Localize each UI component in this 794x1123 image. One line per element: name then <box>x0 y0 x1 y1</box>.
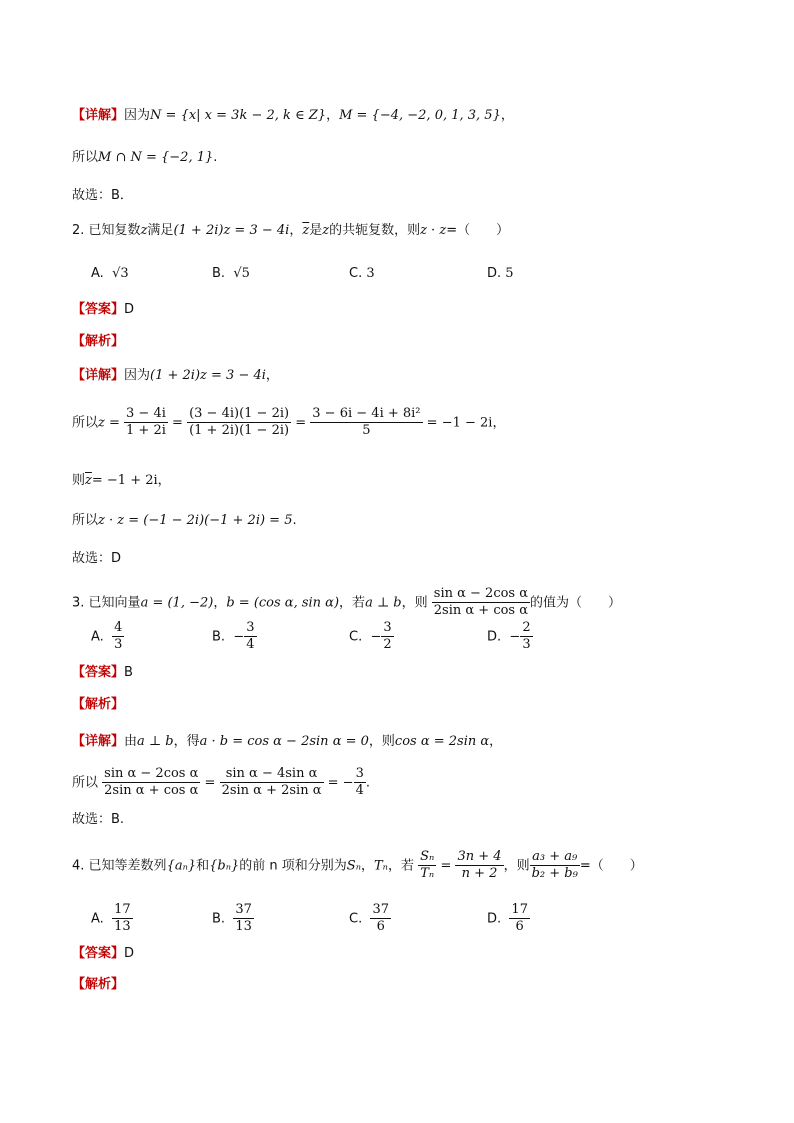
denominator: n + 2 <box>461 866 498 882</box>
denominator: 3 <box>522 637 531 653</box>
q4-sn: Sₙ <box>346 858 361 874</box>
denominator: 2sin α + cos α <box>104 783 199 799</box>
q3-option-b <box>212 620 257 654</box>
q4-frac-3 <box>530 849 580 883</box>
q1-choice: 故选：B． <box>72 188 133 203</box>
q2-analysis <box>72 335 124 348</box>
q4-stem <box>72 849 643 883</box>
q1-so: 所以 <box>72 150 99 165</box>
q3-option-c <box>349 620 394 654</box>
detail-tag: 【详解】 <box>72 368 125 383</box>
numerator: Sₙ <box>418 849 436 866</box>
q3-s1-end: ， <box>489 734 503 749</box>
answer-tag: 【答案】 <box>72 665 125 680</box>
q3-choice: 故选：B. <box>72 812 125 827</box>
option-label: C. <box>349 911 363 927</box>
option-label: A. <box>91 911 104 927</box>
numerator: (3 − 4i)(1 − 2i) <box>187 406 291 423</box>
option-label: C. <box>349 266 363 281</box>
option-fraction <box>381 620 393 654</box>
q4-option-c <box>349 902 391 936</box>
numerator: sin α − 4sin α <box>220 766 324 783</box>
denominator: 3 <box>114 637 123 653</box>
q4-option-a <box>91 902 133 936</box>
q2-s4-text: 所以 <box>72 513 99 528</box>
q3-s2-text: 所以 <box>72 775 99 791</box>
q2-number: 2. <box>72 223 85 238</box>
q2-detail-line1 <box>72 369 279 382</box>
option-value: 3 <box>366 266 375 281</box>
option-label: A. <box>91 266 104 281</box>
option-label: D. <box>487 266 502 281</box>
denominator: 2sin α + 2sin α <box>221 783 322 799</box>
q2-s2-lhs: z = <box>98 415 120 431</box>
detail-tag: 【详解】 <box>72 734 125 749</box>
analysis-tag: 【解析】 <box>72 334 125 349</box>
q3-s2-frac-3 <box>354 766 366 800</box>
q3-s1-result: cos α = 2sin α <box>394 734 490 749</box>
q2-stem-e: 的共轭复数，则 <box>329 223 421 238</box>
q3-s2-end: . <box>365 775 370 791</box>
q1-dot: . <box>213 150 218 165</box>
numerator: 17 <box>509 902 530 919</box>
denominator: 4 <box>355 783 364 799</box>
numerator: 37 <box>370 902 391 919</box>
q2-detail-line3 <box>72 474 171 487</box>
option-sign: − <box>370 629 382 645</box>
denominator: b₂ + b₉ <box>531 866 578 882</box>
denominator: 6 <box>376 919 385 935</box>
q4-option-b <box>212 902 254 936</box>
q3-stem-c: ，若 <box>339 595 366 611</box>
q2-frac-2 <box>187 406 291 440</box>
analysis-tag: 【解析】 <box>72 977 125 992</box>
q3-s1-b: ，得 <box>173 734 200 749</box>
option-fraction <box>509 902 530 936</box>
option-value: √3 <box>112 266 129 281</box>
numerator: 4 <box>112 620 124 637</box>
option-label: B. <box>212 266 226 281</box>
denominator: (1 + 2i)(1 − 2i) <box>189 423 290 439</box>
q2-equation: (1 + 2i)z = 3 − 4i <box>173 223 290 238</box>
q4-answer <box>72 947 134 960</box>
q4-stem-g: =（ ） <box>579 858 643 874</box>
option-label: B. <box>212 911 226 927</box>
numerator: a₃ + a₉ <box>530 849 580 866</box>
q2-zbar: $\overline{z}$ <box>302 223 310 238</box>
q2-s2-rhs: = −1 − 2i <box>426 415 493 431</box>
denominator: Tₙ <box>420 866 435 882</box>
q2-stem-f: =（ ） <box>446 223 510 238</box>
q2-choice: 故选：D <box>72 551 122 566</box>
q4-stem-e: ，若 <box>387 858 414 874</box>
numerator: sin α − 2cos α <box>432 586 530 603</box>
q4-stem-b: 和 <box>196 858 210 874</box>
numerator: 3 − 6i − 4i + 8i² <box>310 406 422 423</box>
q2-detail-line2: 所以z = $\frac{3 - 4i}{1 + 2i}$ = $\frac{(3 - 4i)(1 - 2i)}{(1 + 2i)(1 - 2i)}$ = $\frac{\text{3 − 6i − 4i + 8i²}}{5}$ = −1 − 2i， <box>72 406 506 439</box>
q3-number: 3. <box>72 595 85 611</box>
q2-option-c <box>349 266 375 281</box>
numerator: 3 <box>354 766 366 783</box>
q3-stem-d: ，则 <box>401 595 428 611</box>
q3-s2-sign: = − <box>327 775 354 791</box>
q3-answer-value: B <box>124 665 133 680</box>
q4-seq-b: {bₙ} <box>209 858 240 874</box>
option-fraction <box>112 902 133 936</box>
q3-s2-frac-1 <box>102 766 200 800</box>
q3-s1-a: 由 <box>124 734 138 749</box>
q2-s2-end: ， <box>492 415 506 431</box>
q2-answer-value: D <box>124 302 135 317</box>
q1-detail-line <box>72 109 514 122</box>
q3-vector-a: a = (1, −2) <box>140 595 214 611</box>
q3-option-d <box>487 620 533 654</box>
q4-eq: = <box>440 858 452 874</box>
numerator: 3 − 4i <box>124 406 168 423</box>
option-label: D. <box>487 911 502 927</box>
q3-perp: a ⊥ b <box>365 595 402 611</box>
q4-stem-a: 已知等差数列 <box>88 858 167 874</box>
denominator: 1 + 2i <box>126 423 166 439</box>
q2-stem-d: 是 <box>309 223 323 238</box>
q3-option-a <box>91 620 124 654</box>
q2-s4-math: z · z = (−1 − 2i)(−1 + 2i) = 5 <box>98 513 293 528</box>
q4-tn: Tₙ <box>374 858 388 874</box>
q2-stem-c: ， <box>289 223 303 238</box>
numerator: 3n + 4 <box>455 849 503 866</box>
q2-z-2: z <box>322 223 330 238</box>
numerator: 3 <box>381 620 393 637</box>
q4-stem-d: ， <box>360 858 374 874</box>
q2-option-b <box>212 266 250 281</box>
q2-s1-math: (1 + 2i)z = 3 − 4i <box>150 368 266 383</box>
q2-stem <box>72 224 509 237</box>
numerator: 37 <box>233 902 254 919</box>
q2-option-d <box>487 266 514 281</box>
q3-s1-perp: a ⊥ b <box>137 734 174 749</box>
q3-stem-e: 的值为（ ） <box>530 595 622 611</box>
numerator: sin α − 2cos α <box>102 766 200 783</box>
q1-intersection: M ∩ N = {−2, 1} <box>98 150 214 165</box>
q1-set-n: N = {x| x = 3k − 2, k ∈ Z} <box>150 108 327 123</box>
q2-answer <box>72 303 134 316</box>
option-label: A. <box>91 629 104 645</box>
numerator: 17 <box>112 902 133 919</box>
option-value: 5 <box>505 266 514 281</box>
q4-stem-f: ，则 <box>503 858 530 874</box>
q3-stem-b: ， <box>213 595 227 611</box>
option-label: C. <box>349 629 363 645</box>
detail-tag: 【详解】 <box>72 108 125 123</box>
answer-tag: 【答案】 <box>72 946 125 961</box>
q3-s1-dot: a · b = cos α − 2sin α = 0 <box>199 734 369 749</box>
q3-stem <box>72 586 621 620</box>
q2-s3-math: = −1 + 2i <box>91 473 158 488</box>
q3-s2-frac-2 <box>220 766 324 800</box>
q4-seq-a: {aₙ} <box>166 858 197 874</box>
option-label: D. <box>487 629 502 645</box>
q1-end: ， <box>500 108 514 123</box>
denominator: 2 <box>383 637 392 653</box>
numerator: 3 <box>244 620 256 637</box>
denominator: 4 <box>246 637 255 653</box>
q2-s1-end: ， <box>265 368 279 383</box>
q4-answer-value: D <box>124 946 135 961</box>
option-fraction <box>244 620 256 654</box>
q2-frac-3 <box>310 406 422 440</box>
numerator: 2 <box>520 620 532 637</box>
q2-frac-1 <box>124 406 168 440</box>
q3-s1-c: ，则 <box>368 734 395 749</box>
denominator: 6 <box>515 919 524 935</box>
q4-frac-2 <box>455 849 503 883</box>
analysis-tag: 【解析】 <box>72 697 125 712</box>
option-label: B. <box>212 629 226 645</box>
q3-analysis <box>72 698 124 711</box>
q2-product: z · z <box>420 223 447 238</box>
q3-vector-b: b = (cos α, sin α) <box>226 595 340 611</box>
option-fraction <box>520 620 532 654</box>
q1-sep: ， <box>326 108 340 123</box>
q2-s1-text: 因为 <box>124 368 151 383</box>
answer-tag: 【答案】 <box>72 302 125 317</box>
q2-stem-a: 已知复数 <box>88 223 141 238</box>
denominator: 5 <box>362 423 371 439</box>
q2-s3-end: ， <box>157 473 171 488</box>
q2-zbar-2: $\overline{z}$ <box>85 473 92 488</box>
option-sign: − <box>509 629 521 645</box>
q3-stem-fraction <box>432 586 530 620</box>
q2-s3-text: 则 <box>72 473 86 488</box>
option-fraction <box>233 902 254 936</box>
q2-s2-text: 所以 <box>72 415 99 431</box>
q2-option-a <box>91 266 129 281</box>
option-fraction <box>370 902 391 936</box>
q3-stem-a: 已知向量 <box>88 595 141 611</box>
q4-option-d <box>487 902 530 936</box>
denominator: 13 <box>235 919 252 935</box>
q2-stem-b: 满足 <box>147 223 174 238</box>
denominator: 13 <box>114 919 131 935</box>
q2-z: z <box>140 223 148 238</box>
q1-because: 因为 <box>124 108 151 123</box>
q1-set-m: M = {−4, −2, 0, 1, 3, 5} <box>339 108 501 123</box>
q3-detail-line2: 所以 $\frac{\text{sin α − 2cos α}}{\text{2sin α + cos α}}$ = $\frac{\text{sin α − 4sin α}}{\text{2sin α + 2sin α}}$ = − $\frac{3}{4}$ . <box>72 766 370 799</box>
q3-answer <box>72 666 133 679</box>
option-fraction <box>112 620 124 654</box>
option-value: √5 <box>233 266 250 281</box>
q4-stem-c: 的前 n 项和分别为 <box>239 858 347 874</box>
option-sign: − <box>233 629 245 645</box>
q2-detail-line4 <box>72 514 297 527</box>
q1-intersection-line <box>72 151 217 164</box>
q4-analysis <box>72 978 124 991</box>
q4-number: 4. <box>72 858 85 874</box>
q4-frac-1 <box>418 849 436 883</box>
q3-detail-line1 <box>72 735 502 748</box>
denominator: 2sin α + cos α <box>433 603 529 619</box>
q2-s4-end: . <box>292 513 297 528</box>
